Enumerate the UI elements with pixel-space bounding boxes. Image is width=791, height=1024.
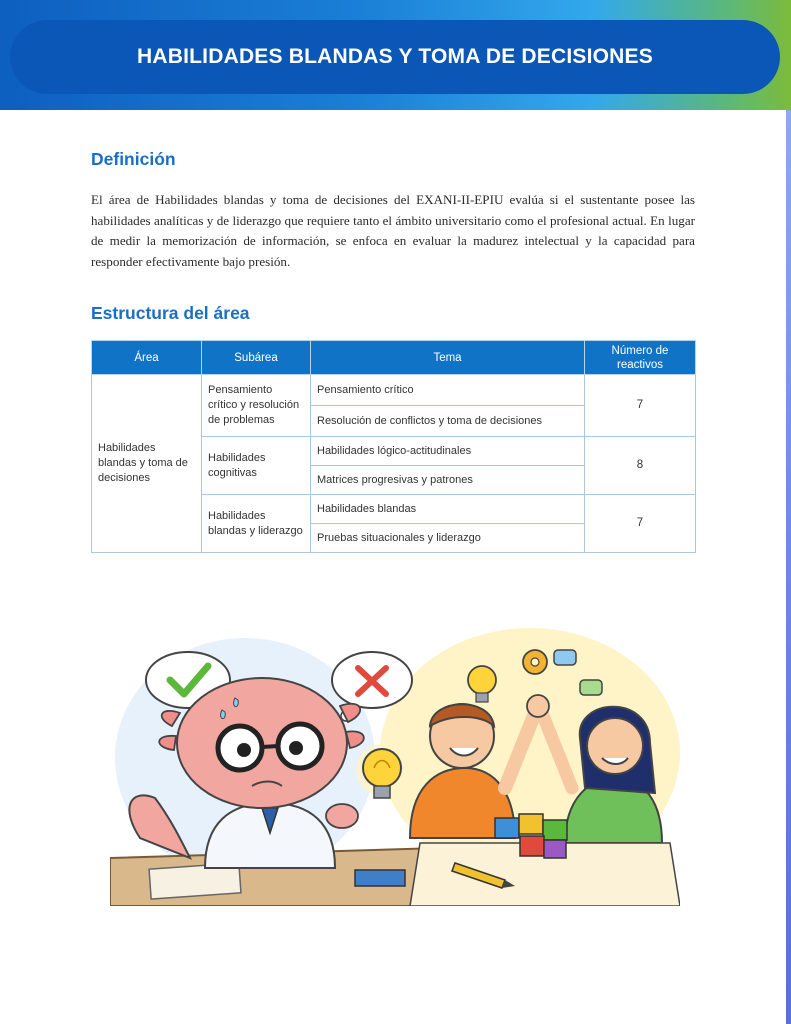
column-header-tema: Tema bbox=[311, 341, 585, 375]
structure-heading: Estructura del área bbox=[91, 303, 250, 323]
count-cell: 8 bbox=[585, 437, 696, 495]
high-five-hands bbox=[527, 695, 549, 717]
area-cell: Habilidades blandas y toma de decisiones bbox=[92, 375, 202, 553]
column-header-area: Área bbox=[92, 341, 202, 375]
sweat-drop bbox=[234, 698, 239, 707]
page-title: HABILIDADES BLANDAS Y TOMA DE DECISIONES bbox=[137, 45, 653, 68]
column-header-reactivos bbox=[585, 341, 696, 375]
topic-cell: Matrices progresivas y patrones bbox=[311, 466, 585, 495]
gear-icon bbox=[523, 650, 547, 674]
table-row bbox=[92, 375, 696, 406]
topic-cell: Pruebas situacionales y liderazgo bbox=[311, 524, 585, 553]
axolotl-hand bbox=[326, 804, 358, 828]
structure-table bbox=[91, 340, 696, 553]
illustration bbox=[110, 618, 680, 906]
count-cell: 7 bbox=[585, 375, 696, 437]
subarea-cell: Habilidades blandas y liderazgo bbox=[202, 495, 311, 553]
subarea-cell: Pensamiento crítico y resolución de problemas bbox=[202, 375, 311, 437]
topic-cell: Habilidades blandas bbox=[311, 495, 585, 524]
topic-cell: Pensamiento crítico bbox=[311, 375, 585, 406]
book bbox=[355, 870, 405, 886]
topic-cell: Resolución de conflictos y toma de decisiones bbox=[311, 406, 585, 437]
table-header-row bbox=[92, 341, 696, 375]
right-edge-decoration bbox=[786, 110, 791, 1024]
definition-text: El área de Habilidades blandas y toma de decisiones del EXANI-II-EPIU evalúa si el sustentante posee las habilidades analíticas y de liderazgo que requiere tanto el ámbito universitario como el profesional actual. En lugar de medir la memorización de información, se enfoca en evaluar la madurez intelectual y la capacidad para responder efectivamente bajo presión. bbox=[91, 192, 695, 269]
definition-heading: Definición bbox=[91, 149, 176, 169]
topic-cell: Habilidades lógico-actitudinales bbox=[311, 437, 585, 466]
reactivos-header-text: Número de reactivos bbox=[611, 344, 669, 371]
column-header-subarea: Subárea bbox=[202, 341, 311, 375]
sweat-drop bbox=[221, 710, 226, 719]
subarea-cell: Habilidades cognitivas bbox=[202, 437, 311, 495]
count-cell: 7 bbox=[585, 495, 696, 553]
title-banner bbox=[10, 20, 780, 94]
